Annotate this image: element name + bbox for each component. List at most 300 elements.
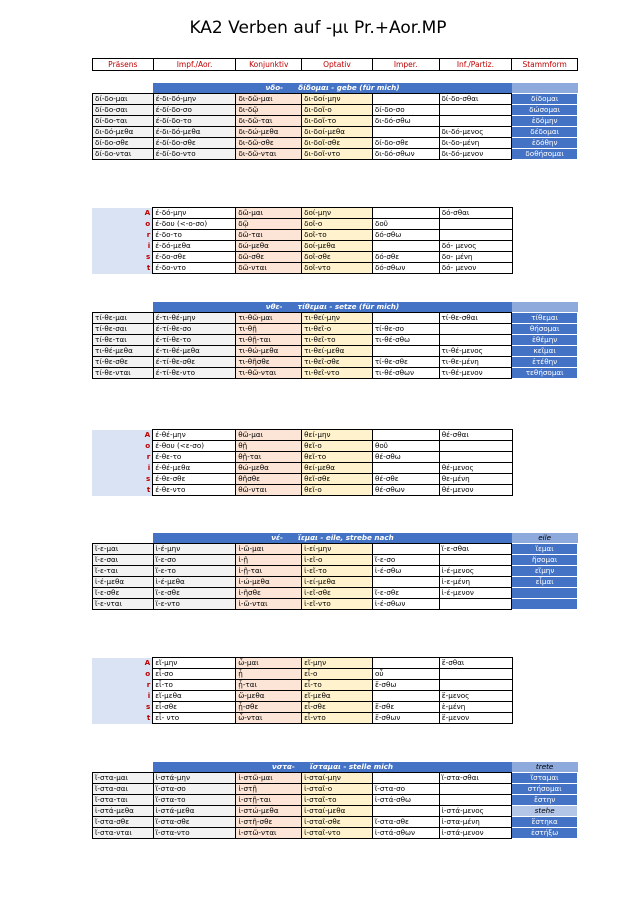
cell-imper: [372, 430, 439, 441]
empty-cell: [512, 474, 578, 485]
cell-imper: θέ-σθε: [372, 474, 439, 485]
table-row: [92, 474, 578, 485]
cell-imper: ἕ-σθω: [372, 680, 439, 691]
table-row: [92, 441, 578, 452]
cell-aor: εἷ-το: [153, 680, 236, 691]
cell-inf: δό-σθαι: [439, 208, 512, 219]
cell-stamm: ἐδόθην: [512, 138, 578, 149]
table-row: [93, 588, 578, 599]
empty-cell: [512, 669, 578, 680]
cell-impf: ἵ-ε-σο: [153, 555, 236, 566]
cell-impf: ἵ-στα-το: [153, 795, 236, 806]
cell-imper: ἱ-έ-σθω: [372, 566, 439, 577]
cell-imper: ἵ-ε-σθε: [372, 588, 439, 599]
cell-impf: έ-δι-δό-μην: [153, 94, 236, 105]
table-row: [93, 94, 578, 105]
cell-stamm: θήσομαι: [512, 324, 578, 335]
header-impf-aor: Impf./Aor.: [153, 59, 236, 71]
cell-imper: [372, 346, 439, 357]
cell-opt: εἷ-σθε: [302, 702, 373, 713]
cell-aor: εἷ- ντο: [153, 713, 236, 724]
column-headers: [92, 58, 578, 71]
present-table: [92, 762, 578, 839]
banner-verb: τίθεμαι - setze (für mich): [297, 302, 400, 311]
cell-konj: τι-θώ-μεθα: [236, 346, 302, 357]
cell-konj: θῇ-ται: [236, 452, 302, 463]
cell-konj: ἱ-στῶ-μαι: [236, 773, 302, 784]
cell-konj: θῶ-νται: [236, 485, 302, 496]
cell-konj: ἱ-ῇ-ται: [236, 566, 302, 577]
empty-cell: [512, 441, 578, 452]
table-row: [92, 219, 578, 230]
cell-imper: οὗ: [372, 669, 439, 680]
banner-title: [153, 83, 512, 94]
cell-impf: ἵ-ε-ντο: [153, 599, 236, 610]
cell-impf: ἵ-ε-το: [153, 566, 236, 577]
cell-inf: δι-δό-μενον: [439, 149, 512, 160]
cell-inf: [439, 669, 512, 680]
empty-cell: [512, 713, 578, 724]
cell-impf: έ-τί-θε-το: [153, 335, 236, 346]
cell-opt: εἵ-μην: [302, 658, 373, 669]
aorist-letter: r: [92, 680, 153, 691]
cell-stamm: ἐτέθην: [512, 357, 578, 368]
present-table: [92, 302, 578, 379]
cell-praesens: τι-θέ-μεθα: [93, 346, 154, 357]
cell-imper: [372, 208, 439, 219]
cell-konj: δῶ-νται: [236, 263, 302, 274]
cell-konj: ᾗ-σθε: [236, 702, 302, 713]
cell-aor: έ-θέ-μεθα: [153, 463, 236, 474]
cell-opt: δοῖ-ο: [302, 219, 373, 230]
table-row: [92, 230, 578, 241]
aorist-letter: s: [92, 702, 153, 713]
empty-cell: [512, 230, 578, 241]
cell-opt: θεί-μην: [302, 430, 373, 441]
aorist-letter: i: [92, 691, 153, 702]
cell-opt: θεῖ-το: [302, 452, 373, 463]
cell-impf: έ-τι-θέ-μην: [153, 313, 236, 324]
banner-empty: [93, 533, 154, 544]
banner-meaning: trete: [512, 762, 578, 773]
cell-inf: ἱ-έ-μενον: [439, 588, 512, 599]
cell-inf: [439, 599, 512, 610]
aorist-table: [92, 429, 578, 496]
cell-opt: θεί-μεθα: [302, 463, 373, 474]
aorist-letter: t: [92, 263, 153, 274]
cell-konj: ἱ-ώ-μεθα: [236, 577, 302, 588]
cell-inf: δό- μενος: [439, 241, 512, 252]
page-title: KA2 Verben auf -μι Pr.+Aor.MP: [189, 18, 447, 38]
table-row: [93, 116, 578, 127]
cell-impf: ἱ-στά-μην: [153, 773, 236, 784]
aorist-letter: o: [92, 669, 153, 680]
cell-imper: ἱ-στά-σθω: [372, 795, 439, 806]
cell-imper: δι-δό-σθω: [372, 116, 439, 127]
cell-opt: ἱ-εῖ-το: [302, 566, 373, 577]
cell-stamm: ἵεμαι: [512, 544, 578, 555]
cell-stamm: [512, 588, 578, 599]
cell-inf: δό- μενον: [439, 263, 512, 274]
cell-aor: έ-δο-το: [153, 230, 236, 241]
cell-opt: θεῖ-ο: [302, 441, 373, 452]
cell-praesens: ἱ-έ-μεθα: [93, 577, 154, 588]
empty-cell: [512, 452, 578, 463]
cell-inf: [439, 784, 512, 795]
cell-imper: [372, 463, 439, 474]
cell-konj: τι-θῇ: [236, 324, 302, 335]
table-row: [93, 828, 578, 839]
table-row: [92, 691, 578, 702]
present-table: [92, 83, 578, 160]
banner-meaning: [512, 302, 578, 313]
cell-stamm: δέδομαι: [512, 127, 578, 138]
cell-stamm: ἔστην: [512, 795, 578, 806]
cell-konj: ὧ-μαι: [236, 658, 302, 669]
table-row: [93, 357, 578, 368]
cell-stamm: δώσομαι: [512, 105, 578, 116]
cell-praesens: ἵ-στα-σαι: [93, 784, 154, 795]
cell-imper: ἱ-στά-σθων: [372, 828, 439, 839]
aorist-letter: s: [92, 252, 153, 263]
cell-opt: δοῖ-ντο: [302, 263, 373, 274]
cell-imper: [372, 658, 439, 669]
cell-opt: ἱ-σταί-μεθα: [302, 806, 373, 817]
empty-cell: [512, 263, 578, 274]
table-row: [93, 555, 578, 566]
table-row: [93, 127, 578, 138]
cell-impf: ἵ-ε-σθε: [153, 588, 236, 599]
table-row: [92, 263, 578, 274]
cell-konj: ἱ-ῶ-μαι: [236, 544, 302, 555]
cell-konj: δι-δῶ-σθε: [236, 138, 302, 149]
cell-praesens: δι-δό-μεθα: [93, 127, 154, 138]
cell-praesens: δί-δο-ται: [93, 116, 154, 127]
table-row: [93, 817, 578, 828]
cell-inf: θέ-μενον: [439, 485, 512, 496]
cell-opt: εἷ-το: [302, 680, 373, 691]
cell-konj: θῆσθε: [236, 474, 302, 485]
cell-inf: ἵ-στα-σθαι: [439, 773, 512, 784]
cell-konj: θῶ-μαι: [236, 430, 302, 441]
cell-inf: ἱ-έ-μενος: [439, 566, 512, 577]
cell-impf: έ-τι-θέ-μεθα: [153, 346, 236, 357]
cell-opt: ἱ-εί-μην: [302, 544, 373, 555]
cell-imper: [372, 544, 439, 555]
aorist-letter: t: [92, 713, 153, 724]
cell-stamm: τίθεμαι: [512, 313, 578, 324]
cell-opt: δοί-μην: [302, 208, 373, 219]
cell-inf: [439, 680, 512, 691]
cell-opt: δι-δοί-μην: [302, 94, 373, 105]
empty-cell: [512, 658, 578, 669]
cell-stamm: ἕστηκα: [512, 817, 578, 828]
cell-konj: ᾗ-ται: [236, 680, 302, 691]
cell-impf: ἵ-στα-σο: [153, 784, 236, 795]
cell-imper: ἵ-στα-σο: [372, 784, 439, 795]
cell-aor: εἵ-μην: [153, 658, 236, 669]
cell-impf: έ-δι-δό-μεθα: [153, 127, 236, 138]
table-row: [93, 138, 578, 149]
cell-imper: θέ-σθων: [372, 485, 439, 496]
table-row: [93, 806, 578, 817]
cell-stamm: τεθήσομαι: [512, 368, 578, 379]
cell-stamm: δοθήσομαι: [512, 149, 578, 160]
cell-stamm: κεῖμαι: [512, 346, 578, 357]
table-row: [92, 463, 578, 474]
cell-imper: ἵ-στα-σθε: [372, 817, 439, 828]
table-row: [93, 577, 578, 588]
table-row: [93, 795, 578, 806]
cell-aor: έ-δο-σθε: [153, 252, 236, 263]
cell-opt: εἵ-μεθα: [302, 691, 373, 702]
empty-cell: [512, 219, 578, 230]
cell-praesens: ἵ-ε-σθε: [93, 588, 154, 599]
cell-impf: έ-τί-θε-σθε: [153, 357, 236, 368]
aorist-letter: t: [92, 485, 153, 496]
empty-cell: [512, 241, 578, 252]
cell-imper: δό-σθων: [372, 263, 439, 274]
cell-konj: δι-δῷ: [236, 105, 302, 116]
cell-inf: [439, 116, 512, 127]
present-table: [92, 533, 578, 610]
cell-praesens: ἵ-ε-ται: [93, 566, 154, 577]
table-row: [92, 680, 578, 691]
cell-praesens: τί-θε-ται: [93, 335, 154, 346]
cell-imper: δό-σθω: [372, 230, 439, 241]
cell-inf: θέ-μενος: [439, 463, 512, 474]
cell-inf: [439, 105, 512, 116]
empty-cell: [512, 702, 578, 713]
cell-konj: ἱ-ῶ-νται: [236, 599, 302, 610]
aorist-letter: A: [92, 208, 153, 219]
cell-inf: τι-θε-μένη: [439, 357, 512, 368]
cell-imper: τί-θε-σθε: [372, 357, 439, 368]
cell-imper: δι-δό-σθων: [372, 149, 439, 160]
cell-konj: ἱ-στώ-μεθα: [236, 806, 302, 817]
cell-imper: ἵ-ε-σο: [372, 555, 439, 566]
cell-praesens: τί-θε-νται: [93, 368, 154, 379]
header-konjunktiv: Konjunktiv: [236, 59, 302, 71]
table-row: [92, 208, 578, 219]
cell-impf: έ-δί-δο-σθε: [153, 138, 236, 149]
aorist-letter: i: [92, 463, 153, 474]
cell-impf: ἱ-έ-μην: [153, 544, 236, 555]
table-row: [93, 324, 578, 335]
header-imper: Imper.: [372, 59, 439, 71]
cell-inf: ἱ-στα-μένη: [439, 817, 512, 828]
banner-verb: ἵσταμαι - stelle mich: [309, 762, 394, 771]
cell-konj: δῷ: [236, 219, 302, 230]
cell-aor: έ-θε-ντο: [153, 485, 236, 496]
aorist-letter: o: [92, 219, 153, 230]
cell-praesens: ἵ-ε-σαι: [93, 555, 154, 566]
cell-opt: τι-θεί-μην: [302, 313, 373, 324]
cell-inf: [439, 219, 512, 230]
cell-opt: δοί-μεθα: [302, 241, 373, 252]
cell-aor: έ-θου (<ε-σο): [153, 441, 236, 452]
cell-imper: δοῦ: [372, 219, 439, 230]
table-row: [93, 149, 578, 160]
cell-opt: δοῖ-το: [302, 230, 373, 241]
banner-meaning: [512, 83, 578, 94]
cell-konj: θῇ: [236, 441, 302, 452]
cell-imper: ἕ-σθε: [372, 702, 439, 713]
cell-inf: ἕ-μενον: [439, 713, 512, 724]
block-banner: [93, 762, 578, 773]
cell-imper: δί-δο-σο: [372, 105, 439, 116]
cell-konj: δῶ-σθε: [236, 252, 302, 263]
cell-imper: δό-σθε: [372, 252, 439, 263]
table-row: [93, 599, 578, 610]
cell-imper: [372, 691, 439, 702]
cell-opt: τι-θεῖ-το: [302, 335, 373, 346]
cell-imper: [372, 806, 439, 817]
cell-konj: ᾗ: [236, 669, 302, 680]
cell-konj: ἱ-στῶ-νται: [236, 828, 302, 839]
cell-opt: ἱ-σταῖ-σθε: [302, 817, 373, 828]
cell-inf: [439, 441, 512, 452]
cell-impf: ἵ-στα-ντο: [153, 828, 236, 839]
table-row: [92, 241, 578, 252]
empty-cell: [512, 485, 578, 496]
banner-stem: νδο-: [265, 83, 284, 92]
cell-stamm: [512, 599, 578, 610]
banner-verb: ἵεμαι - eile, strebe nach: [298, 533, 394, 542]
cell-imper: δί-δο-σθε: [372, 138, 439, 149]
cell-praesens: ἵ-ε-μαι: [93, 544, 154, 555]
cell-stamm: εἵμην: [512, 566, 578, 577]
cell-konj: δῶ-μαι: [236, 208, 302, 219]
aorist-letter: o: [92, 441, 153, 452]
cell-praesens: τί-θε-μαι: [93, 313, 154, 324]
cell-aor: έ-δο-ντο: [153, 263, 236, 274]
cell-inf: δο- μένη: [439, 252, 512, 263]
cell-praesens: ἵ-στα-σθε: [93, 817, 154, 828]
cell-praesens: τί-θε-σαι: [93, 324, 154, 335]
block-banner: [93, 533, 578, 544]
cell-konj: τι-θῆσθε: [236, 357, 302, 368]
cell-impf: ἱ-έ-μεθα: [153, 577, 236, 588]
banner-stem: νστα-: [271, 762, 295, 771]
cell-aor: έ-θέ-μην: [153, 430, 236, 441]
aorist-table: [92, 207, 578, 274]
banner-empty: [93, 762, 154, 773]
banner-title: [153, 302, 512, 313]
table-row: [93, 105, 578, 116]
cell-imper: [372, 313, 439, 324]
cell-praesens: τί-θε-σθε: [93, 357, 154, 368]
table-row: [93, 544, 578, 555]
cell-konj: θώ-μεθα: [236, 463, 302, 474]
header-inf-partiz: Inf./Partiz.: [439, 59, 512, 71]
cell-praesens: δί-δο-νται: [93, 149, 154, 160]
cell-aor: έ-δό-μην: [153, 208, 236, 219]
cell-aor: έ-δου (<-ο-σο): [153, 219, 236, 230]
banner-stem: νθε-: [265, 302, 283, 311]
aorist-letter: A: [92, 430, 153, 441]
cell-opt: δι-δοῖ-ντο: [302, 149, 373, 160]
cell-stamm: στήσομαι: [512, 784, 578, 795]
cell-opt: τι-θεῖ-ντο: [302, 368, 373, 379]
banner-empty: [93, 83, 154, 94]
cell-opt: ἱ-εί-μεθα: [302, 577, 373, 588]
cell-konj: ὧ-νται: [236, 713, 302, 724]
banner-stem: νέ-: [271, 533, 284, 542]
cell-impf: ἵ-στα-σθε: [153, 817, 236, 828]
cell-opt: ἱ-σταῖ-ντο: [302, 828, 373, 839]
cell-stamm: ἐδόμην: [512, 116, 578, 127]
cell-konj: ἱ-ῆσθε: [236, 588, 302, 599]
header-praesens: Präsens: [93, 59, 154, 71]
cell-opt: ἱ-εῖ-ντο: [302, 599, 373, 610]
cell-inf: δί-δο-σθαι: [439, 94, 512, 105]
table-row: [93, 773, 578, 784]
cell-opt: ἱ-σταῖ-το: [302, 795, 373, 806]
cell-konj: ἱ-στῇ-ται: [236, 795, 302, 806]
table-row: [93, 335, 578, 346]
cell-imper: θοῦ: [372, 441, 439, 452]
cell-opt: εἷ-ο: [302, 669, 373, 680]
banner-empty: [93, 302, 154, 313]
banner-meaning: eile: [512, 533, 578, 544]
cell-opt: δι-δοῖ-σθε: [302, 138, 373, 149]
cell-opt: δι-δοῖ-το: [302, 116, 373, 127]
empty-cell: [512, 252, 578, 263]
empty-cell: [512, 430, 578, 441]
cell-konj: δι-δῶ-μαι: [236, 94, 302, 105]
cell-impf: έ-τί-θε-σο: [153, 324, 236, 335]
cell-inf: τι-θέ-μενος: [439, 346, 512, 357]
cell-inf: δι-δό-μενος: [439, 127, 512, 138]
cell-imper: [372, 94, 439, 105]
cell-opt: τι-θεῖ-ο: [302, 324, 373, 335]
cell-opt: τι-θεῖ-σθε: [302, 357, 373, 368]
cell-konj: δώ-μεθα: [236, 241, 302, 252]
cell-opt: τι-θεί-μεθα: [302, 346, 373, 357]
cell-stamm: ἵσταμαι: [512, 773, 578, 784]
table-row: [92, 658, 578, 669]
cell-imper: [372, 127, 439, 138]
table-row: [92, 713, 578, 724]
banner-verb: δίδομαι - gebe (für mich): [298, 83, 400, 92]
table-row: [93, 313, 578, 324]
aorist-table: [92, 657, 578, 724]
banner-title: [153, 762, 512, 773]
cell-inf: [439, 335, 512, 346]
table-row: [93, 368, 578, 379]
cell-aor: εἷ-σο: [153, 669, 236, 680]
cell-inf: ἕ-σθαι: [439, 658, 512, 669]
cell-stamm: δίδομαι: [512, 94, 578, 105]
cell-praesens: δί-δο-μαι: [93, 94, 154, 105]
cell-imper: [372, 241, 439, 252]
cell-inf: θε-μένη: [439, 474, 512, 485]
cell-impf: έ-δί-δο-το: [153, 116, 236, 127]
cell-inf: δι-δο-μένη: [439, 138, 512, 149]
aorist-letter: A: [92, 658, 153, 669]
cell-konj: ἱ-στῇ: [236, 784, 302, 795]
cell-inf: [439, 795, 512, 806]
cell-praesens: ἵ-ε-νται: [93, 599, 154, 610]
cell-konj: ἱ-στῆ-σθε: [236, 817, 302, 828]
cell-praesens: ἱ-στά-μεθα: [93, 806, 154, 817]
table-row: [92, 702, 578, 713]
cell-konj: ἱ-ῇ: [236, 555, 302, 566]
cell-inf: ἱ-στά-μενον: [439, 828, 512, 839]
aorist-letter: r: [92, 452, 153, 463]
empty-cell: [512, 463, 578, 474]
